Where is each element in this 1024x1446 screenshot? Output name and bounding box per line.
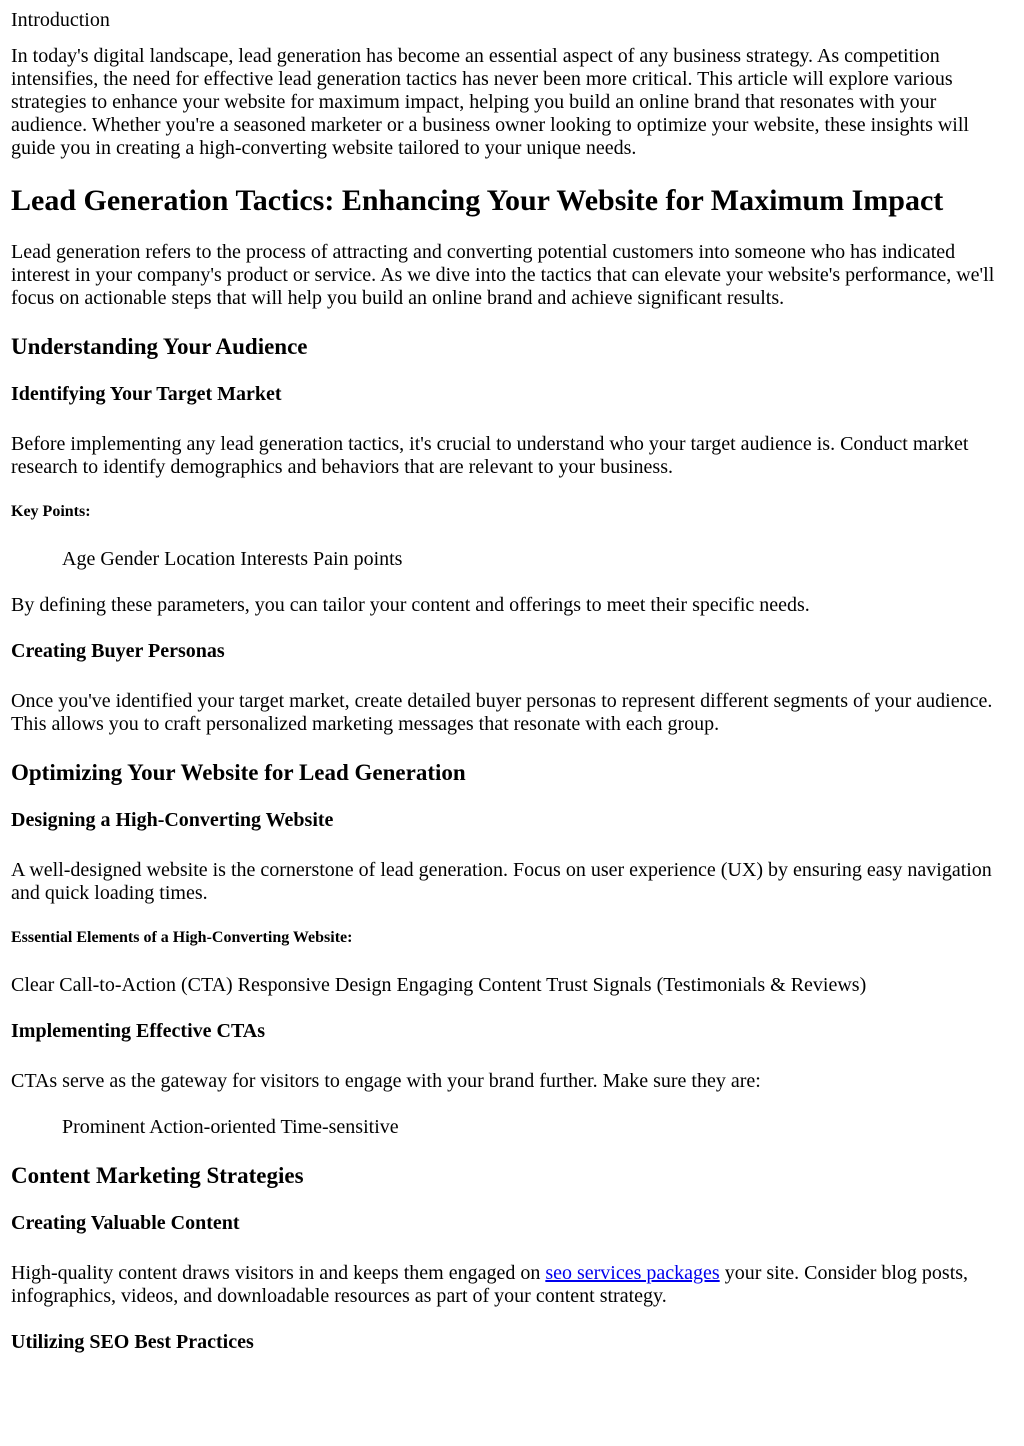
heading-buyer-personas: Creating Buyer Personas xyxy=(11,640,225,662)
heading-understanding-audience: Understanding Your Audience xyxy=(11,334,308,359)
designing-paragraph: A well-designed website is the cornerstone of lead generation. Focus on user experience (UX) by ensuring easy navigation and quick loading times. xyxy=(11,859,992,904)
article-title: Lead Generation Tactics: Enhancing Your Website for Maximum Impact xyxy=(11,184,944,217)
valuable-content-paragraph xyxy=(11,1262,1013,1308)
heading-designing-website: Designing a High-Converting Website xyxy=(11,809,334,831)
heading-valuable-content: Creating Valuable Content xyxy=(11,1212,240,1234)
heading-target-market: Identifying Your Target Market xyxy=(11,383,282,405)
heading-essential-elements: Essential Elements of a High-Converting Website: xyxy=(11,929,353,946)
essential-elements-list: Clear Call-to-Action (CTA) Responsive Design Engaging Content Trust Signals (Testimonials & Reviews) xyxy=(11,974,867,996)
ctas-list: Prominent Action-oriented Time-sensitive xyxy=(62,1116,399,1138)
heading-content-marketing: Content Marketing Strategies xyxy=(11,1163,304,1188)
defining-paragraph: By defining these parameters, you can tailor your content and offerings to meet their specific needs. xyxy=(11,594,810,616)
ctas-paragraph: CTAs serve as the gateway for visitors to engage with your brand further. Make sure they are: xyxy=(11,1070,761,1092)
target-market-paragraph: Before implementing any lead generation tactics, it's crucial to understand who your target audience is. Conduct market research to identify demographics and behaviors that are relevant to your business. xyxy=(11,433,969,478)
heading-key-points: Key Points: xyxy=(11,503,91,520)
heading-effective-ctas: Implementing Effective CTAs xyxy=(11,1020,266,1042)
seo-services-packages-link[interactable]: seo services packages xyxy=(545,1262,720,1284)
key-points-list: Age Gender Location Interests Pain points xyxy=(62,548,403,570)
intro-paragraph: In today's digital landscape, lead generation has become an essential aspect of any business strategy. As competition intensifies, the need for effective lead generation tactics has never been more critical. This article will explore various strategies to enhance your website for maximum impact, helping you build an online brand that resonates with your audience. Whether you're a seasoned marketer or a business owner looking to optimize your website, these insights will guide you in creating a high-converting website tailored to your unique needs. xyxy=(11,45,969,159)
heading-seo-best-practices: Utilizing SEO Best Practices xyxy=(11,1331,254,1353)
heading-optimizing-website: Optimizing Your Website for Lead Generation xyxy=(11,760,466,785)
valuable-content-text-after: your site. Consider blog posts, infographics, videos, and downloadable resources as part of your content strategy. xyxy=(11,1262,969,1307)
buyer-personas-paragraph: Once you've identified your target market, create detailed buyer personas to represent different segments of your audience. This allows you to craft personalized marketing messages that resonate with each group. xyxy=(11,690,993,735)
intro-label: Introduction xyxy=(11,9,110,31)
valuable-content-text-before: High-quality content draws visitors in and keeps them engaged on xyxy=(11,1262,546,1284)
title-paragraph: Lead generation refers to the process of attracting and converting potential customers into someone who has indicated interest in your company's product or service. As we dive into the tactics that can elevate your website's performance, we'll focus on actionable steps that will help you build an online brand and achieve significant results. xyxy=(11,241,995,309)
